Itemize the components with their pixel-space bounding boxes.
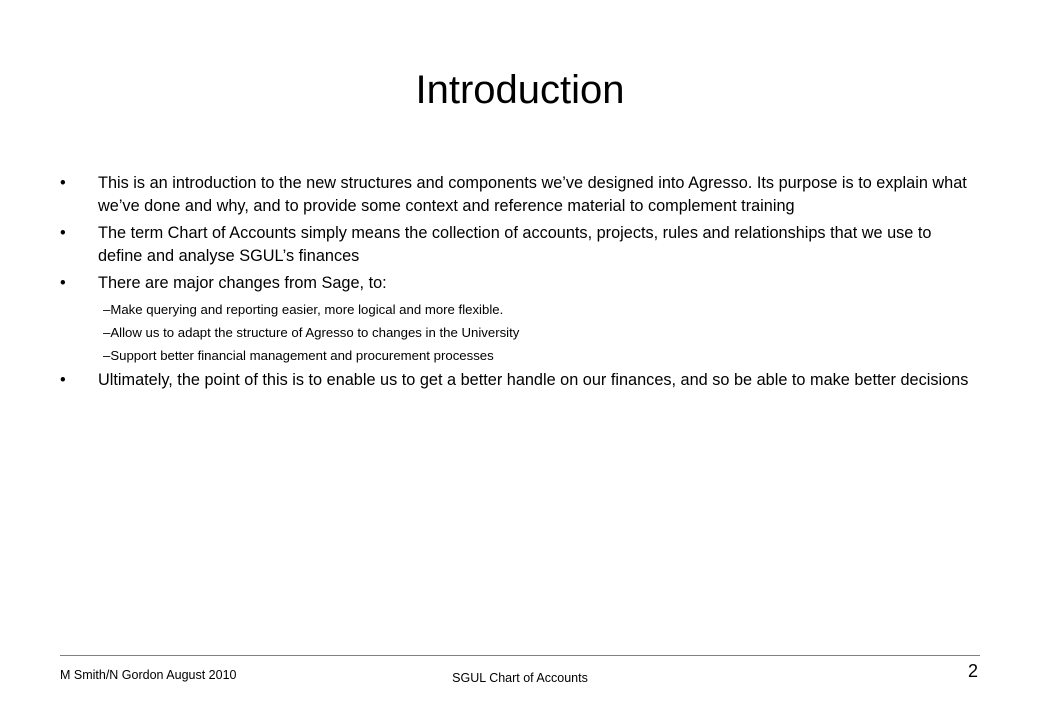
bullet-item xyxy=(60,369,980,392)
sub-bullet-item xyxy=(60,346,980,366)
sub-bullet-text: Support better financial management and procurement processes xyxy=(110,347,494,363)
sub-bullet-item xyxy=(60,323,980,343)
bullet-item xyxy=(60,172,980,217)
bullet-list xyxy=(60,172,980,396)
bullet-text: There are major changes from Sage, to: xyxy=(98,274,387,292)
sub-bullet-marker: – xyxy=(103,301,111,317)
bullet-text: The term Chart of Accounts simply means the collection of accounts, projects, rules and relationships that we use to define and analyse SGUL’s finances xyxy=(98,224,932,265)
bullet-marker: • xyxy=(60,274,66,292)
bullet-text: This is an introduction to the new structures and components we’ve designed into Agresso. Its purpose is to explain what we’ve done and why, and to provide some context and reference material to complement training xyxy=(98,174,967,215)
bullet-marker: • xyxy=(60,370,66,389)
footer-divider xyxy=(60,655,980,656)
bullet-item xyxy=(60,222,980,267)
sub-bullet-marker: – xyxy=(103,347,111,363)
bullet-marker: • xyxy=(60,174,66,192)
sub-bullet-text: Allow us to adapt the structure of Agresso to changes in the University xyxy=(110,324,520,340)
bullet-text: Ultimately, the point of this is to enable us to get a better handle on our finances, and so be able to make better decisions xyxy=(98,370,969,389)
sub-bullet-item xyxy=(60,300,980,320)
bullet-marker: • xyxy=(60,224,66,242)
slide-number: 2 xyxy=(967,661,978,681)
sub-bullet-text: Make querying and reporting easier, more logical and more flexible. xyxy=(110,301,504,317)
slide-title: Introduction xyxy=(415,68,625,112)
bullet-item xyxy=(60,272,980,295)
footer-author-date: M Smith/N Gordon August 2010 xyxy=(60,668,237,682)
footer-presentation-title: SGUL Chart of Accounts xyxy=(452,671,588,685)
sub-bullet-marker: – xyxy=(103,324,111,340)
